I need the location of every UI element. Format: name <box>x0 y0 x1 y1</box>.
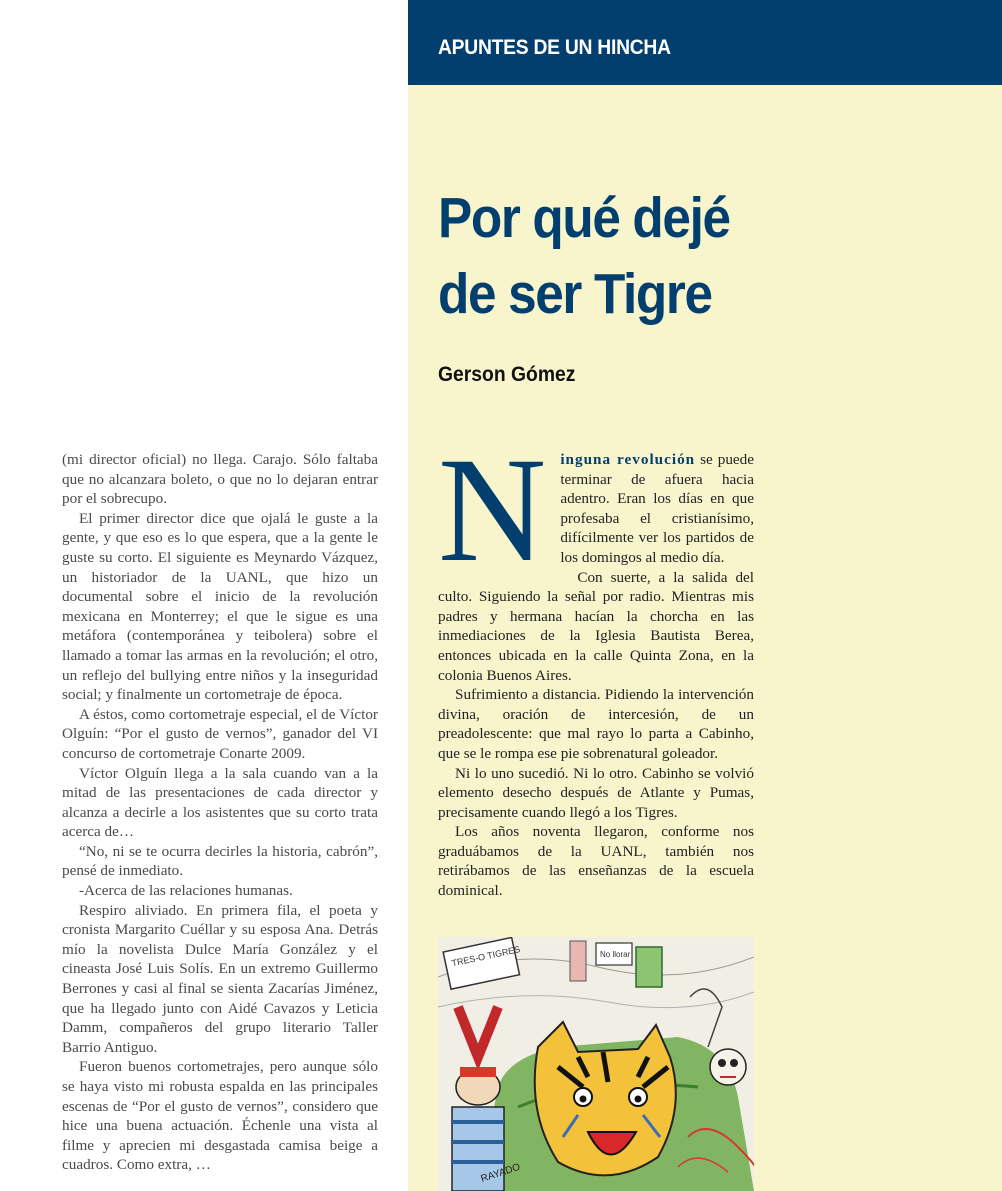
right-paragraph: Sufrimiento a distancia. Pidiendo la intervención divina, oración de intercesión, de un preadolescente: que mal rayo lo parta a Cabinho, que se le rompa ese pie sobrenatural goleador. <box>438 686 754 762</box>
article-illustration <box>438 937 754 1191</box>
tiger-label: RAYADO <box>479 1161 522 1185</box>
intro-text: se puede terminar de afuera hacia adentro. Eran los días en que profesaba el cristianísimo, difícilmente ver los partidos de los domingos al medio día. <box>560 451 754 566</box>
drop-cap: N <box>438 427 547 593</box>
illustration-drawing <box>438 937 754 1191</box>
title-line-1: Por qué dejé <box>438 186 730 250</box>
left-paragraph: A éstos, como cortometraje especial, el de Víctor Olguín: “Por el gusto de vernos”, ganador del VI concurso de cortometraje Conarte 2009. <box>62 705 378 762</box>
left-paragraph: Respiro aliviado. En primera fila, el poeta y cronista Margarito Cuéllar y su esposa Ana. Detrás mío la novelista Dulce María González y el cineasta José Luis Solís. En un extremo Guillermo Berrones y casi al final se sienta Zacarías Jiménez, que ha llegado junto con Aidé Cavazos y Leticia Damm, compañeros del grupo literario Taller Barrio Antiguo. <box>62 901 378 1056</box>
left-paragraph: El primer director dice que ojalá le guste a la gente, y que eso es lo que espera, que a la gente le guste su corto. El siguiente es Meynardo Vázquez, un historiador de la UANL, que hizo un documental sobre el inicio de la revolución mexicana en Monterrey; el que le sigue es una metáfora (contemporánea y teibolera) sobre el llamado a tomar las armas en la revolución; el otro, un reflejo del bullying entre niños y la inseguridad social; y finalmente un cortometraje de época. <box>62 509 378 704</box>
lead-words: inguna revolución <box>560 451 696 468</box>
intro-paragraph <box>438 427 754 593</box>
left-paragraph: -Acerca de las relaciones humanas. <box>79 882 293 900</box>
section-label: APUNTES DE UN HINCHA <box>438 36 671 59</box>
left-paragraph: Fueron buenos cortometrajes, pero aunque sólo se haya visto mi robusta espalda en las principales escenas de “Por el gusto de vernos”, considero que hice una buena actuación. Échenle una vista al filme y aprecien mi desgastada camisa beige a cuadros. Como extra, … <box>62 1058 378 1174</box>
sign-left-text: TRES-O TIGRES <box>450 944 522 969</box>
title-line-2: de ser Tigre <box>438 262 712 326</box>
right-paragraph: Los años noventa llegaron, conforme nos graduábamos de la UANL, también nos retirábamos de las enseñanzas de la escuela dominical. <box>438 823 754 900</box>
sign-right-text: No llorar <box>600 950 631 959</box>
left-column <box>62 450 378 1175</box>
article-title <box>438 180 906 332</box>
right-paragraph: Con suerte, a la salida del culto. Siguiendo la señal por radio. Mientras mis padres y hermana hacían la chorcha en las inmediaciones de la Iglesia Bautista Berea, entonces ubicada en la calle Quinta Zona, en la colonia Buenos Aires. <box>438 568 754 684</box>
left-paragraph: (mi director oficial) no llega. Carajo. Sólo faltaba que no alcanzara boleto, o que no lo dejaran entrar por el sobrecupo. <box>62 451 378 508</box>
author-byline: Gerson Gómez <box>438 363 576 386</box>
right-paragraph: Ni lo uno sucedió. Ni lo otro. Cabinho se volvió elemento desecho después de Atlante y Pumas, precisamente cuando llegó a los Tigres. <box>438 764 754 821</box>
left-paragraph: “No, ni se te ocurra decirles la historia, cabrón”, pensé de inmediato. <box>62 842 378 880</box>
left-paragraph: Víctor Olguín llega a la sala cuando van a la mitad de las presentaciones de cada director y alcanza a decirle a los asistentes que su corto trata acerca de… <box>62 764 378 841</box>
right-column <box>438 427 754 901</box>
